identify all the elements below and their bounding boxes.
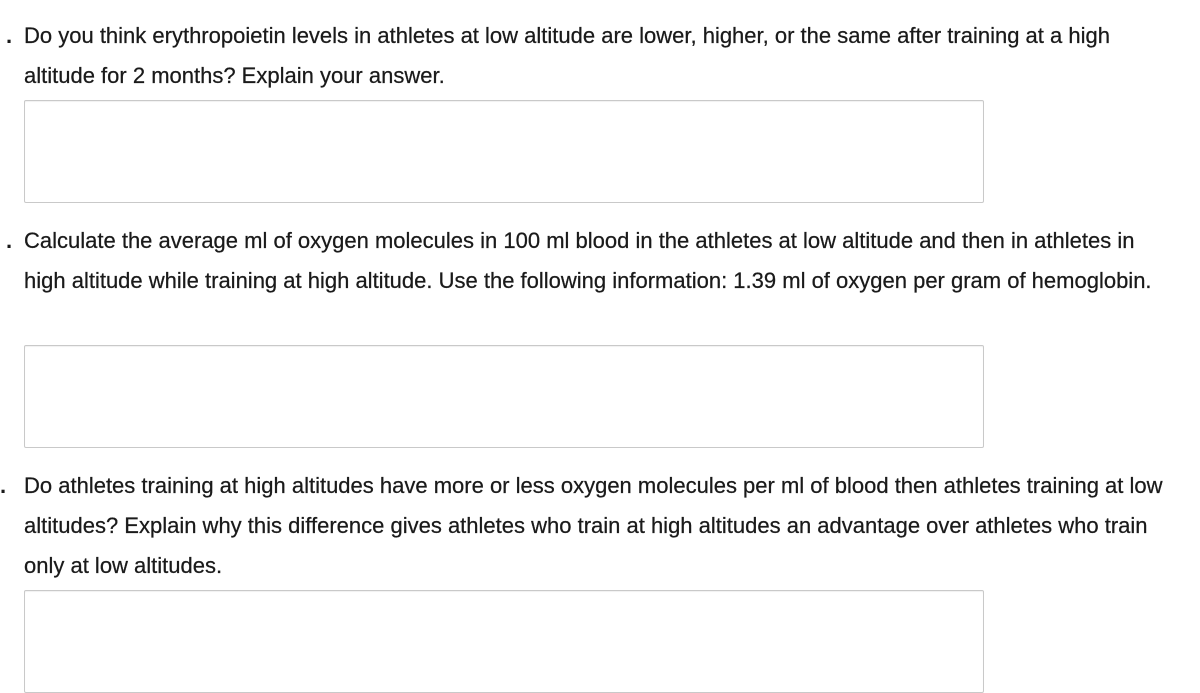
answer-box-2[interactable] bbox=[24, 345, 984, 448]
question-3-text: Do athletes training at high altitudes have more or less oxygen molecules per ml of blood then athletes training at low altitudes? Explain why this difference gives athletes who train at high altitudes an advantage over athletes who train only at low altitudes. bbox=[24, 473, 1163, 578]
question-1-text: Do you think erythropoietin levels in athletes at low altitude are lower, higher, or the same after training at a high altitude for 2 months? Explain your answer. bbox=[24, 23, 1110, 88]
answer-box-1[interactable] bbox=[24, 100, 984, 203]
question-2-text: Calculate the average ml of oxygen molecules in 100 ml blood in the athletes at low altitude and then in athletes in high altitude while training at high altitude. Use the following information: 1.39 ml of oxygen per gram of hemoglobin. bbox=[24, 228, 1152, 293]
question-3-number: . bbox=[0, 473, 7, 498]
question-2-number: . bbox=[6, 228, 13, 253]
question-1-number: . bbox=[6, 23, 13, 48]
